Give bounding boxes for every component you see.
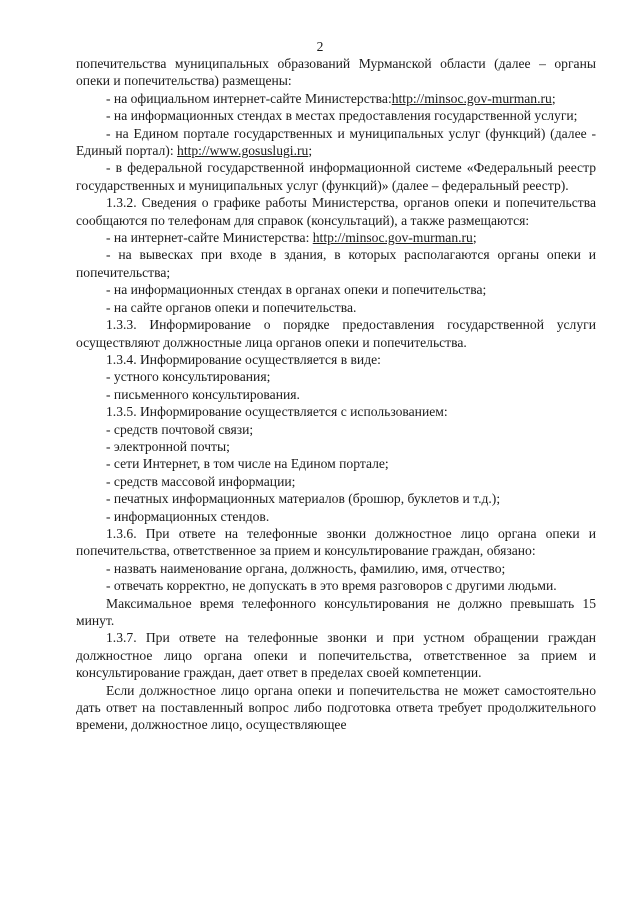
paragraph-text: - средств массовой информации; — [106, 473, 296, 489]
paragraph-text: - на интернет-сайте Министерства: — [106, 230, 313, 246]
paragraph-text: 1.3.3. Информирование о порядке предоставления государственной услуги осуществляют должностные лица органов опеки и попечительства. — [76, 317, 596, 350]
paragraph — [76, 525, 596, 560]
paragraph-text: - на Едином портале государственных и муниципальных услуг (функций) (далее - Единый портал): — [76, 125, 596, 159]
paragraph-text: - сети Интернет, в том числе на Едином портале; — [106, 456, 389, 472]
paragraph-text: - средств почтовой связи; — [106, 421, 254, 437]
paragraph — [76, 299, 596, 316]
paragraph-text: попечительства муниципальных образований Мурманской области (далее – органы опеки и попечительства) размещены: — [76, 56, 596, 89]
paragraph-text: - информационных стендов. — [106, 508, 270, 524]
paragraph — [76, 368, 596, 385]
paragraph-text: 1.3.2. Сведения о графике работы Министерства, органов опеки и попечительства сообщаются по телефонам для справок (консультаций), а также размещаются: — [76, 195, 596, 228]
paragraph-text: - письменного консультирования. — [106, 386, 300, 402]
paragraph-text: - на вывесках при входе в здания, в которых располагаются органы опеки и попечительства; — [76, 247, 596, 280]
page-number: 2 — [316, 39, 324, 54]
paragraph-text: 1.3.5. Информирование осуществляется с использованием: — [106, 404, 448, 420]
paragraph — [76, 438, 596, 455]
paragraph-text: 1.3.4. Информирование осуществляется в виде: — [106, 351, 381, 367]
paragraph-text: - печатных информационных материалов (брошюр, буклетов и т.д.); — [106, 491, 501, 507]
paragraph-text: - на информационных стендах в органах опеки и попечительства; — [106, 282, 487, 298]
paragraph — [76, 246, 596, 281]
paragraph — [76, 560, 596, 577]
paragraph-tail: ; — [472, 230, 477, 246]
document-body — [76, 55, 596, 734]
paragraph — [76, 629, 596, 681]
hyperlink[interactable]: http://www.gosuslugi.ru — [177, 143, 309, 159]
paragraph-text: - устного консультирования; — [106, 369, 271, 385]
paragraph — [76, 316, 596, 351]
paragraph — [76, 194, 596, 229]
paragraph — [76, 473, 596, 490]
paragraph-text: - отвечать корректно, не допускать в это время разговоров с другими людьми. — [106, 578, 557, 594]
paragraph — [76, 490, 596, 507]
paragraph — [76, 281, 596, 298]
hyperlink[interactable]: http://minsoc.gov-murman.ru — [391, 90, 552, 106]
paragraph — [76, 90, 596, 107]
paragraph-text: 1.3.7. При ответе на телефонные звонки и при устном обращении граждан должностное лицо органа опеки и попечительства, ответственное за прием и консультирование граждан, дает ответ в пределах своей компетенции. — [76, 630, 596, 681]
paragraph-text: - на сайте органов опеки и попечительства. — [106, 299, 357, 315]
paragraph-text: - на официальном интернет-сайте Министерства: — [106, 90, 392, 106]
paragraph-text: 1.3.6. При ответе на телефонные звонки должностное лицо органа опеки и попечительства, ответственное за прием и консультирование граждан, обязано: — [76, 525, 596, 559]
hyperlink[interactable]: http://minsoc.gov-murman.ru — [312, 230, 473, 246]
paragraph — [76, 351, 596, 368]
paragraph — [76, 107, 596, 124]
paragraph — [76, 159, 596, 194]
paragraph — [76, 595, 596, 630]
paragraph-text: Максимальное время телефонного консультирования не должно превышать 15 минут. — [76, 595, 596, 628]
paragraph — [76, 403, 596, 420]
paragraph — [76, 577, 596, 594]
paragraph-text: - на информационных стендах в местах предоставления государственной услуги; — [106, 108, 578, 124]
paragraph — [76, 508, 596, 525]
paragraph-text: Если должностное лицо органа опеки и попечительства не может самостоятельно дать ответ на поставленный вопрос либо подготовка ответа требует продолжительного времени, должностное лицо, осуществляющее — [76, 682, 596, 733]
paragraph — [76, 682, 596, 734]
paragraph — [76, 125, 596, 160]
paragraph-tail: ; — [551, 90, 556, 106]
paragraph — [76, 55, 596, 90]
paragraph-tail: ; — [308, 143, 313, 159]
paragraph-text: - в федеральной государственной информационной системе «Федеральный реестр государственных и муниципальных услуг (функций)» (далее – федеральный реестр). — [76, 160, 596, 193]
paragraph — [76, 229, 596, 246]
paragraph — [76, 386, 596, 403]
paragraph-text: - назвать наименование органа, должность, фамилию, имя, отчество; — [106, 560, 506, 576]
paragraph-text: - электронной почты; — [106, 438, 230, 454]
paragraph — [76, 421, 596, 438]
paragraph — [76, 455, 596, 472]
